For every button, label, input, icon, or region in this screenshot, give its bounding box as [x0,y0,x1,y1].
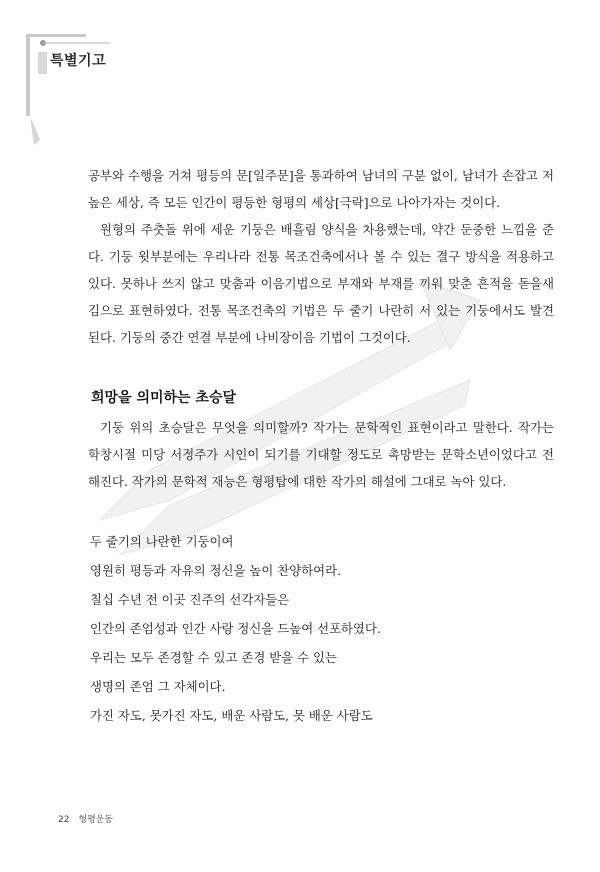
poem-line: 가진 자도, 못가진 자도, 배운 사람도, 못 배운 사람도 [90,708,373,723]
poem-line: 인간의 존엄성과 인간 사랑 정신을 드높여 선포하였다. [90,621,381,636]
poem-line: 생명의 존엄 그 자체이다. [90,679,226,694]
publication-name: 형평운동 [78,815,114,825]
article-body [88,162,554,730]
section-paragraph: 기둥 위의 초승달은 무엇을 의미할까? 작가는 문학적인 표현이라고 말한다. 작가는 학창시절 미당 서정주가 시인이 되기를 기대할 정도로 촉망받는 문학소년이었다고 전해진다. 작가의 문학적 재능은 형평탑에 대한 작가의 해설에 그대로 녹아 있다. [88,420,554,489]
paragraph-2: 원형의 주춧돌 위에 세운 기둥은 배흘림 양식을 차용했는데, 약간 둔중한 느낌을 준다. 기둥 윗부분에는 우리나라 전통 목조건축에서나 볼 수 있는 결구 방식을 적용하고 있다. 못하나 쓰지 않고 맞춤과 이음기법으로 부재와 부재를 끼워 맞춘 흔적을 돋을새김으로 표현하였다. 전통 목조건축의 기법은 두 줄기 나란히 서 있는 기둥에서도 발견된다. 기둥의 중간 연결 부분에 나비장이음 기법이 그것이다. [88,222,554,345]
poem-line: 칠십 수년 전 이곳 진주의 선각자들은 [90,592,290,607]
poem-line: 두 줄기의 나란한 기둥이여 [90,534,234,549]
poem-line: 영원히 평등과 자유의 정신을 높이 찬양하여라. [90,563,342,578]
section-header: 특별기고 [50,53,107,69]
page-number: 22 [58,815,70,825]
paragraph-1: 공부와 수행을 거쳐 평등의 문[일주문]을 통과하여 남녀의 구분 없이, 남녀가 손잡고 저 높은 세상, 즉 모든 인간이 평등한 형평의 세상[극락]으로 나아가자는 것이다. [88,168,554,210]
page-footer [58,812,113,825]
section-title: 희망을 의미하는 초승달 [91,390,236,406]
poem-line: 우리는 모두 존경할 수 있고 존경 받을 수 있는 [90,650,337,665]
poem [90,527,554,730]
